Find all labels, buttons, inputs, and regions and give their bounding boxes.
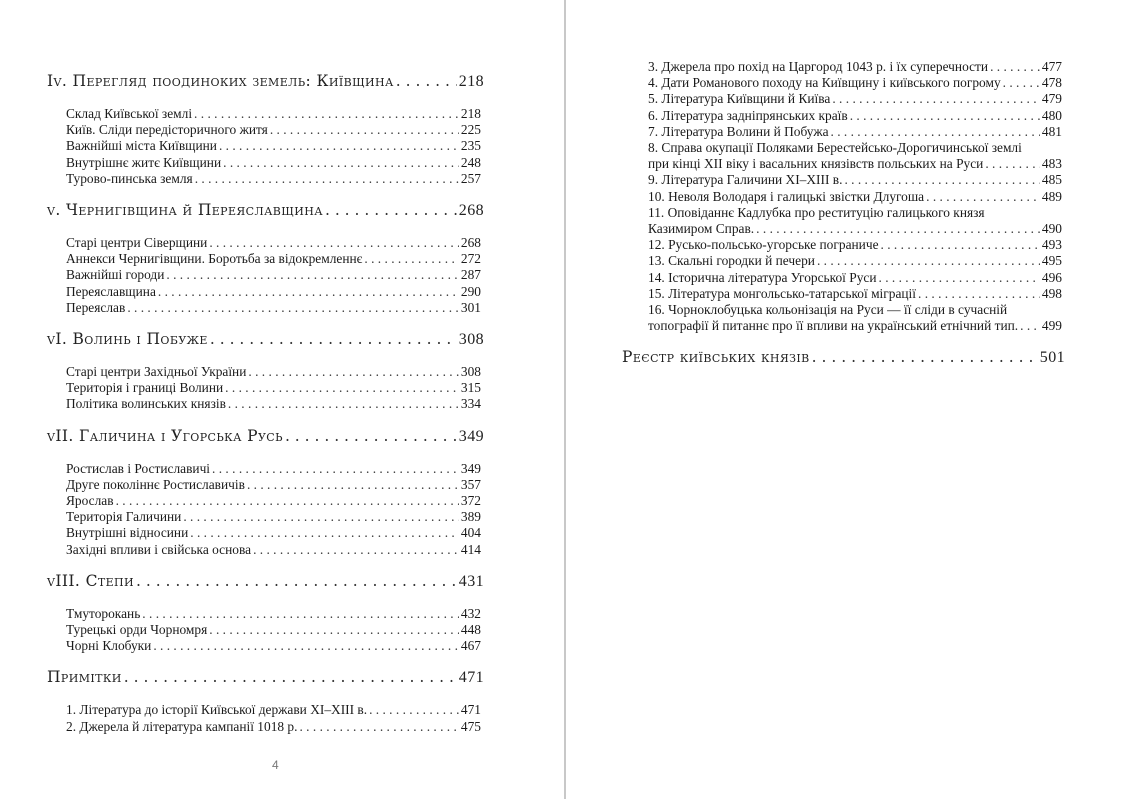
item-page: 389 <box>460 509 481 525</box>
leader-dots <box>844 172 1039 188</box>
leader-dots <box>817 253 1040 269</box>
notes-items <box>622 59 1065 334</box>
leader-dots <box>364 251 459 267</box>
toc-item[interactable] <box>66 542 481 558</box>
item-page: 498 <box>1041 285 1062 301</box>
item-title: Західні впливи і свійська основа <box>66 541 252 557</box>
leader-dots <box>190 525 459 541</box>
leader-dots <box>285 425 457 447</box>
item-title: 6. Література задніпрянських країв <box>648 107 848 123</box>
item-title: 3. Джерела про похід на Царгород 1043 р. і їх суперечности <box>648 59 989 74</box>
toc-chapter-register[interactable] <box>622 346 1065 368</box>
leader-dots <box>879 270 1040 286</box>
leader-dots <box>158 284 459 300</box>
item-title: 12. Русько-польсько-угорське пограниче <box>648 237 879 253</box>
page-gutter-divider <box>564 0 566 799</box>
item-page: 218 <box>460 106 481 121</box>
leader-dots <box>223 155 459 171</box>
item-page: 475 <box>460 718 481 734</box>
toc-item[interactable] <box>66 364 481 380</box>
toc-item[interactable] <box>66 396 481 412</box>
item-title: 1. Література до історії Київської держави XI–XIII в. <box>66 702 368 718</box>
toc-item[interactable] <box>66 606 481 622</box>
item-title: Політика волинських князів <box>66 396 226 412</box>
item-title: 2. Джерела й література кампанії 1018 р. <box>66 718 298 734</box>
item-title: Внутрішні відносини <box>66 525 189 541</box>
item-page: 471 <box>460 702 481 718</box>
toc-item[interactable] <box>66 155 481 171</box>
chapter-items <box>47 364 484 413</box>
leader-dots <box>219 138 459 154</box>
item-title: Ростислав і Ростиславичі <box>66 460 211 476</box>
item-title: 11. Оповіданнє Кадлубка про реституцію галицького князя <box>648 204 985 220</box>
item-title: Переяслав <box>66 299 126 315</box>
toc-item[interactable] <box>66 284 481 300</box>
right-toc <box>622 59 1065 368</box>
item-title: Турецькі орди Чорномря <box>66 622 208 638</box>
item-page: 372 <box>460 493 481 509</box>
leader-dots <box>850 108 1040 124</box>
item-title-continued: при кінці XII віку і васальних князівств польських на Руси <box>648 156 984 172</box>
item-title: Старі центри Сіверщини <box>66 235 208 251</box>
toc-item[interactable] <box>66 719 481 735</box>
toc-item-multiline[interactable] <box>648 302 1062 334</box>
leader-dots <box>990 59 1040 75</box>
toc-item[interactable] <box>66 122 481 138</box>
item-title: 15. Література монгольсько-татарської міграції <box>648 285 917 301</box>
toc-item[interactable] <box>648 108 1062 124</box>
item-page: 479 <box>1041 91 1062 107</box>
toc-item[interactable] <box>66 267 481 283</box>
item-page: 478 <box>1041 75 1062 91</box>
item-title: 10. Неволя Володаря і галицькі звістки Длугоша <box>648 188 925 204</box>
chapter-title: vІІ. Галичина і Угорська Русь <box>47 426 283 445</box>
toc-item[interactable] <box>648 59 1062 75</box>
toc-item[interactable] <box>66 300 481 316</box>
page-number: 4 <box>272 758 279 772</box>
item-title: Внутрішнє житє Київщини <box>66 154 222 170</box>
item-page: 467 <box>460 638 481 654</box>
item-title: Склад Київської землі <box>66 106 193 121</box>
leader-dots <box>270 122 459 138</box>
chapter-items <box>47 106 484 187</box>
item-title: 9. Література Галичини XI–XIII в. <box>648 172 843 188</box>
leader-dots <box>325 199 457 221</box>
toc-item[interactable] <box>66 477 481 493</box>
item-page: 225 <box>460 122 481 138</box>
item-page: 495 <box>1041 253 1062 269</box>
left-toc <box>47 70 484 747</box>
leader-dots <box>127 300 459 316</box>
chapter-page: 349 <box>458 427 484 445</box>
toc-item[interactable] <box>648 253 1062 269</box>
toc-item[interactable] <box>66 638 481 654</box>
toc-item[interactable] <box>648 286 1062 302</box>
leader-dots <box>918 286 1040 302</box>
item-title-continued: Казимиром Справ. <box>648 221 755 237</box>
item-title: 14. Історична література Угорської Руси <box>648 269 877 285</box>
toc-item[interactable] <box>648 75 1062 91</box>
chapter-items <box>47 606 484 655</box>
chapter-title: vІІІ. Степи <box>47 571 134 590</box>
leader-dots <box>369 702 459 718</box>
leader-dots <box>124 666 457 688</box>
leader-dots <box>136 570 457 592</box>
item-page: 349 <box>460 460 481 476</box>
item-title: Старі центри Західньої України <box>66 364 247 380</box>
item-page: 235 <box>460 138 481 154</box>
toc-item[interactable] <box>648 237 1062 253</box>
leader-dots <box>881 237 1040 253</box>
item-title: 8. Справа окупації Поляками Берестейсько-Дорогичинської землі <box>648 140 1022 156</box>
item-page: 489 <box>1041 188 1062 204</box>
item-page: 448 <box>460 622 481 638</box>
leader-dots <box>247 477 459 493</box>
item-title: Переяславщина <box>66 283 156 299</box>
leader-dots <box>166 267 459 283</box>
leader-dots <box>194 106 459 122</box>
leader-dots <box>209 235 459 251</box>
item-page: 493 <box>1041 237 1062 253</box>
item-page: 480 <box>1041 107 1062 123</box>
leader-dots <box>225 380 459 396</box>
leader-dots <box>812 346 1038 368</box>
item-page: 268 <box>460 235 481 251</box>
item-page: 257 <box>460 170 481 186</box>
chapter-items <box>47 461 484 558</box>
chapter-items <box>47 235 484 316</box>
toc-item[interactable] <box>66 525 481 541</box>
chapter-title: v. Чернигівщина й Переяславщина <box>47 201 323 220</box>
leader-dots <box>396 70 457 92</box>
item-title: Друге поколіннє Ростиславичів <box>66 476 245 492</box>
chapter-items <box>47 702 484 734</box>
toc-item[interactable] <box>66 509 481 525</box>
toc-item[interactable] <box>66 106 481 122</box>
item-title: 7. Література Волини й Побужа <box>648 123 829 139</box>
item-title: Важнійші городи <box>66 267 165 283</box>
toc-item[interactable] <box>648 270 1062 286</box>
leader-dots <box>926 189 1040 205</box>
leader-dots <box>195 171 459 187</box>
toc-item[interactable] <box>66 138 481 154</box>
item-page: 490 <box>1041 221 1062 237</box>
leader-dots <box>248 364 459 380</box>
chapter-title: vІ. Волинь і Побуже <box>47 330 208 349</box>
leader-dots <box>212 461 459 477</box>
toc-chapter-notes[interactable] <box>47 666 484 688</box>
leader-dots <box>832 91 1040 107</box>
item-page: 315 <box>460 380 481 396</box>
chapter-title: Примітки <box>47 668 122 687</box>
item-page: 334 <box>460 396 481 412</box>
toc-item[interactable] <box>648 91 1062 107</box>
toc-item[interactable] <box>66 461 481 477</box>
chapter-page: 218 <box>458 73 484 90</box>
leader-dots <box>183 509 459 525</box>
leader-dots <box>116 493 459 509</box>
toc-item[interactable] <box>66 251 481 267</box>
item-title: 5. Література Київщини й Київа <box>648 91 831 107</box>
toc-item[interactable] <box>648 172 1062 188</box>
item-title-continued: топографії й питаннє про її впливи на український етнічний тип. <box>648 318 1019 334</box>
item-page: 432 <box>460 605 481 621</box>
leader-dots <box>142 606 459 622</box>
item-page: 496 <box>1041 269 1062 285</box>
chapter-page: 268 <box>458 202 484 220</box>
item-page: 308 <box>460 364 481 380</box>
toc-item[interactable] <box>66 702 481 718</box>
toc-item[interactable] <box>648 189 1062 205</box>
item-page: 357 <box>460 476 481 492</box>
item-title: Турово-пинська земля <box>66 170 193 186</box>
chapter-page: 308 <box>458 331 484 349</box>
chapter-page: 431 <box>458 572 484 590</box>
toc-chapter[interactable] <box>47 570 484 592</box>
leader-dots <box>1003 75 1040 91</box>
item-page: 483 <box>1041 156 1062 172</box>
toc-item[interactable] <box>66 380 481 396</box>
item-page: 477 <box>1041 59 1062 74</box>
item-page: 301 <box>460 299 481 315</box>
item-title: Територія Галичини <box>66 509 182 525</box>
toc-chapter[interactable] <box>47 328 484 350</box>
leader-dots <box>1020 318 1040 334</box>
leader-dots <box>756 221 1040 237</box>
toc-item[interactable] <box>66 235 481 251</box>
toc-item[interactable] <box>66 622 481 638</box>
item-title: 16. Чорноклобуцька кольонізація на Руси — її сліди в сучасній <box>648 302 1008 318</box>
leader-dots <box>985 156 1040 172</box>
item-page: 485 <box>1041 172 1062 188</box>
toc-chapter[interactable] <box>47 425 484 447</box>
toc-item-multiline[interactable] <box>648 140 1062 172</box>
leader-dots <box>253 542 459 558</box>
item-title: 13. Скальні городки й печери <box>648 253 815 269</box>
item-page: 287 <box>460 267 481 283</box>
item-page: 248 <box>460 154 481 170</box>
leader-dots <box>228 396 459 412</box>
toc-item[interactable] <box>66 171 481 187</box>
chapter-page: 501 <box>1039 349 1065 367</box>
toc-item[interactable] <box>66 493 481 509</box>
leader-dots <box>210 328 457 350</box>
item-page: 414 <box>460 541 481 557</box>
item-title: Ярослав <box>66 493 114 509</box>
leader-dots <box>153 638 459 654</box>
toc-chapter[interactable] <box>47 70 484 92</box>
item-title: Територія і границі Волини <box>66 380 224 396</box>
item-title: Аннекси Чернигівщини. Боротьба за відокремленнє <box>66 251 363 267</box>
leader-dots <box>299 719 458 735</box>
toc-chapter[interactable] <box>47 199 484 221</box>
item-page: 272 <box>460 251 481 267</box>
toc-item[interactable] <box>648 124 1062 140</box>
toc-item-multiline[interactable] <box>648 205 1062 237</box>
chapter-title: Реєстр київських князів <box>622 348 810 367</box>
item-page: 404 <box>460 525 481 541</box>
item-page: 481 <box>1041 123 1062 139</box>
leader-dots <box>831 124 1040 140</box>
chapter-title: Іv. Перегляд поодиноких земель: Київщина <box>47 72 394 90</box>
item-title: Київ. Сліди передісторичного житя <box>66 122 268 138</box>
item-page: 499 <box>1041 318 1062 334</box>
chapter-page: 471 <box>458 669 484 687</box>
item-page: 290 <box>460 283 481 299</box>
item-title: 4. Дати Романового походу на Київщину і київського погрому <box>648 75 1001 91</box>
item-title: Тмуторокань <box>66 605 141 621</box>
leader-dots <box>209 622 459 638</box>
item-title: Чорні Клобуки <box>66 638 152 654</box>
item-title: Важнійші міста Київщини <box>66 138 217 154</box>
